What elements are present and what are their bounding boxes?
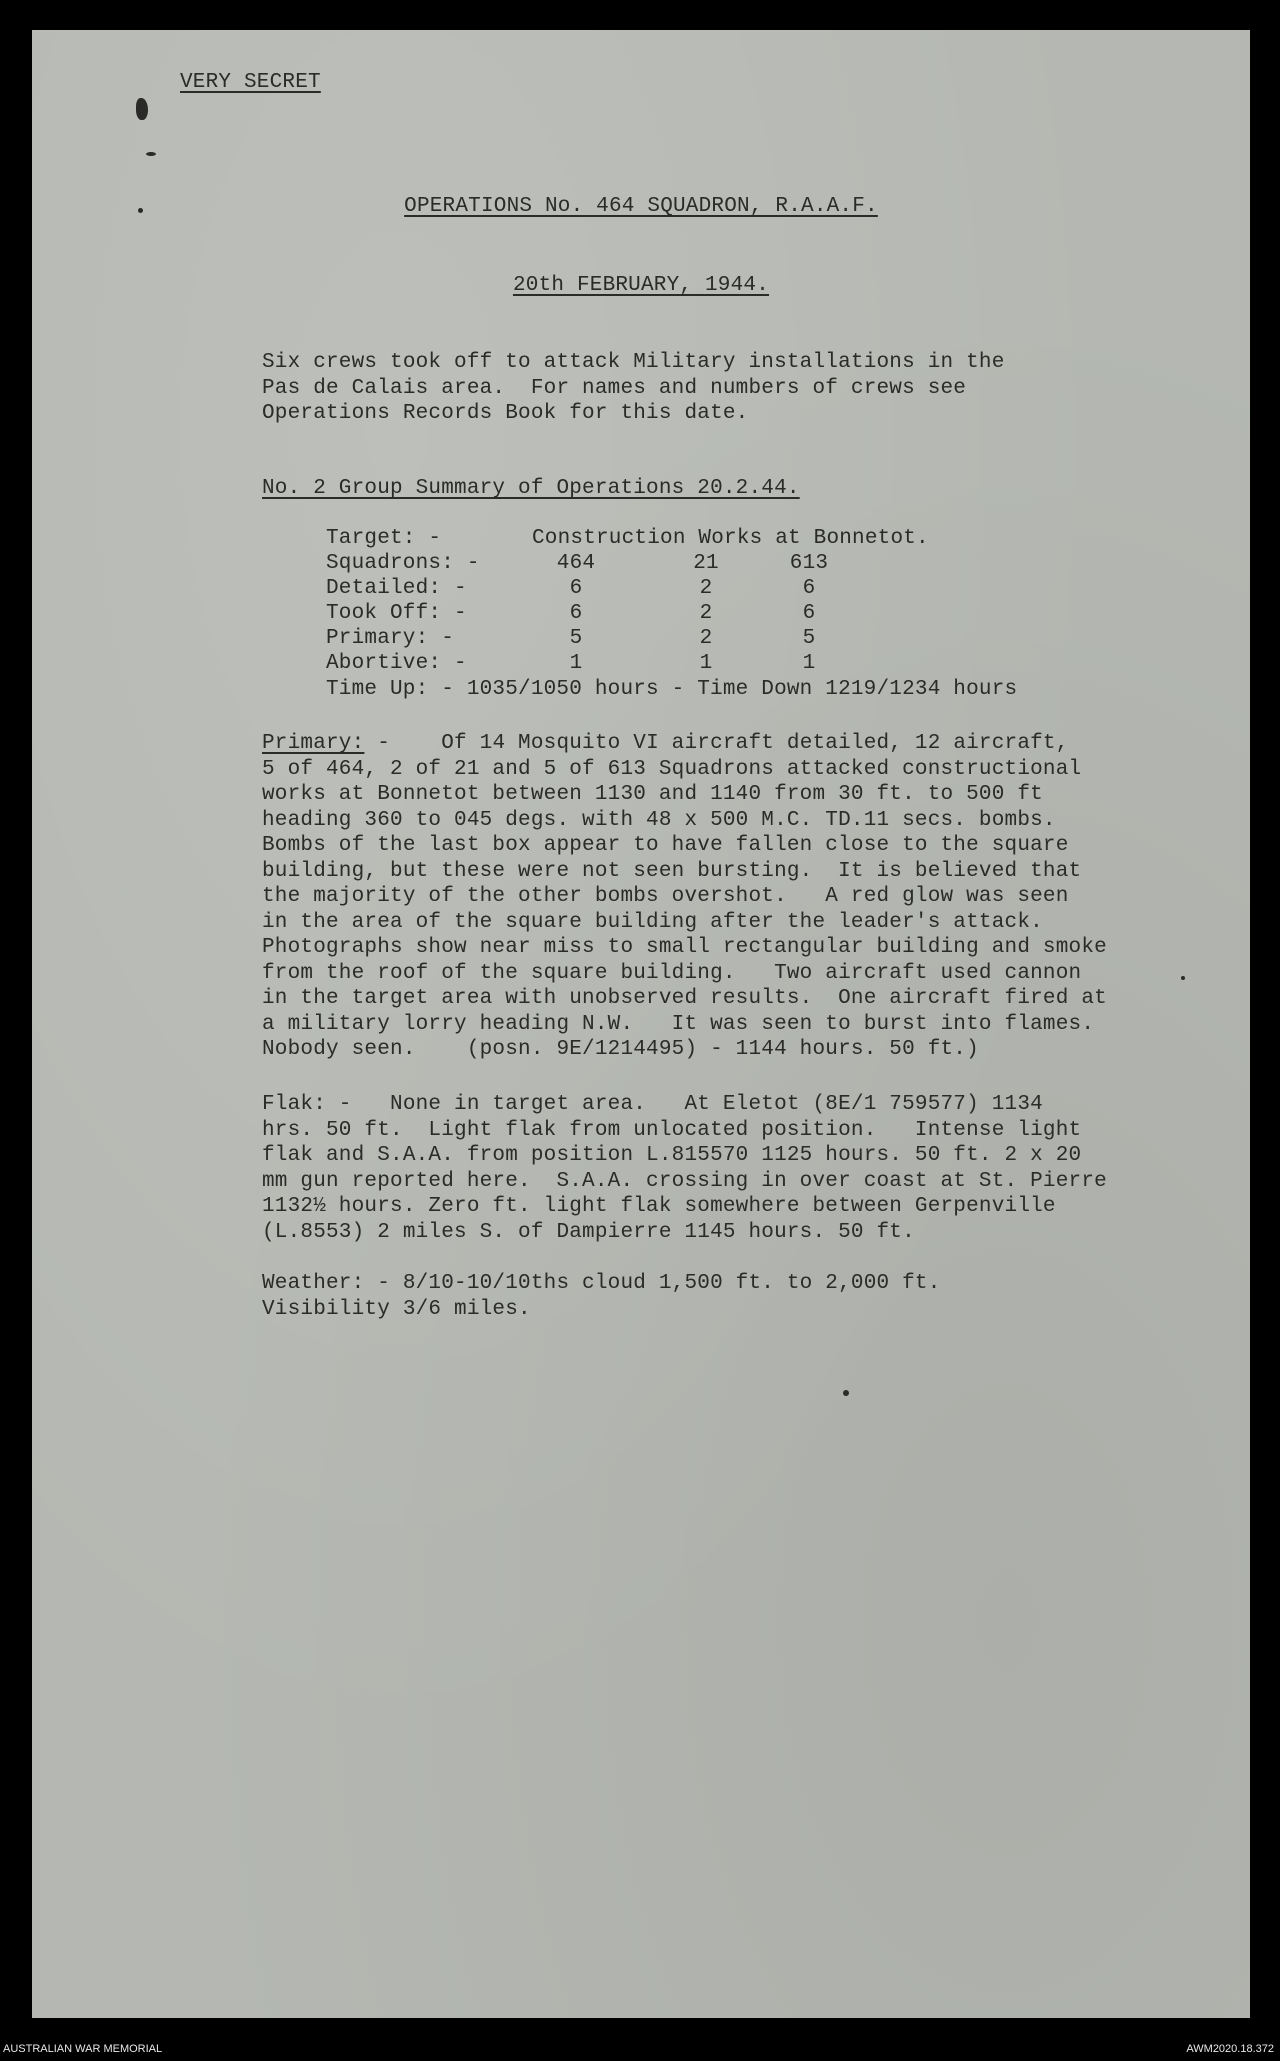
archive-credit: AUSTRALIAN WAR MEMORIAL	[3, 2043, 163, 2055]
cell-464: 464	[556, 552, 596, 575]
target-label: Target: -	[326, 527, 442, 550]
cell-613: 5	[802, 627, 816, 650]
row-label: Detailed: -	[326, 577, 467, 600]
classification-stamp: VERY SECRET	[180, 71, 321, 94]
document-page	[32, 30, 1250, 2018]
punch-hole-mark	[146, 152, 156, 156]
cell-464: 1	[569, 652, 583, 675]
row-label: Squadrons: -	[326, 552, 480, 575]
cell-21: 21	[693, 552, 719, 575]
cell-613: 1	[802, 652, 816, 675]
ink-speck	[1181, 976, 1185, 980]
cell-464: 6	[569, 602, 583, 625]
primary-paragraph	[262, 731, 1142, 1063]
cell-613: 613	[789, 552, 829, 575]
cell-464: 5	[569, 627, 583, 650]
cell-21: 2	[699, 627, 713, 650]
cell-21: 2	[699, 577, 713, 600]
cell-613: 6	[802, 602, 816, 625]
target-value: Construction Works at Bonnetot.	[532, 527, 929, 550]
intro-paragraph: Six crews took off to attack Military installations in the Pas de Calais area. For names and numbers of crews see Operations Records Book for this date.	[262, 351, 1005, 425]
cell-464: 6	[569, 577, 583, 600]
row-label: Abortive: -	[326, 652, 467, 675]
weather-paragraph: Weather: - 8/10-10/10ths cloud 1,500 ft. to 2,000 ft. Visibility 3/6 miles.	[262, 1272, 941, 1321]
ink-speck	[843, 1390, 849, 1396]
primary-label: Primary:	[262, 732, 365, 755]
summary-heading: No. 2 Group Summary of Operations 20.2.44.	[262, 477, 800, 500]
time-line: Time Up: - 1035/1050 hours - Time Down 1219/1234 hours	[326, 678, 1018, 701]
document-title: OPERATIONS No. 464 SQUADRON, R.A.A.F.	[404, 195, 878, 218]
flak-paragraph: Flak: - None in target area. At Eletot (8E/1 759577) 1134 hrs. 50 ft. Light flak from unlocated position. Intense light flak and S.A.A. from position L.815570 1125 hours. 50 ft. 2 x 20 mm gun reported here. S.A.A. crossing in over coast at St. Pierre 1132½ hours. Zero ft. light flak somewhere between Gerpenville (L.8553) 2 miles S. of Dampierre 1145 hours. 50 ft.	[262, 1093, 1107, 1244]
archive-id: AWM2020.18.372	[1186, 2043, 1274, 2055]
row-label: Took Off: -	[326, 602, 467, 625]
row-label: Primary: -	[326, 627, 455, 650]
primary-text: - Of 14 Mosquito VI aircraft detailed, 12 aircraft, 5 of 464, 2 of 21 and 5 of 613 Squadrons attacked constructional works at Bonnetot between 1130 and 1140 from 30 ft. to 500 ft heading 360 to 045 degs. with 48 x 500 M.C. TD.11 secs. bombs. Bombs of the last box appear to have fallen close to the square building, but these were not seen bursting. It is believed that the majority of the other bombs overshot. A red glow was seen in the area of the square building after the leader's attack. Photographs show near miss to small rectangular building and smoke from the roof of the square building. Two aircraft used cannon in the target area with unobserved results. One aircraft fired at a military lorry heading N.W. It was seen to burst into flames. Nobody seen. (posn. 9E/1214495) - 1144 hours. 50 ft.)	[262, 732, 1107, 1061]
punch-hole-mark	[136, 98, 148, 120]
cell-21: 1	[699, 652, 713, 675]
document-date: 20th FEBRUARY, 1944.	[512, 274, 770, 297]
cell-613: 6	[802, 577, 816, 600]
cell-21: 2	[699, 602, 713, 625]
